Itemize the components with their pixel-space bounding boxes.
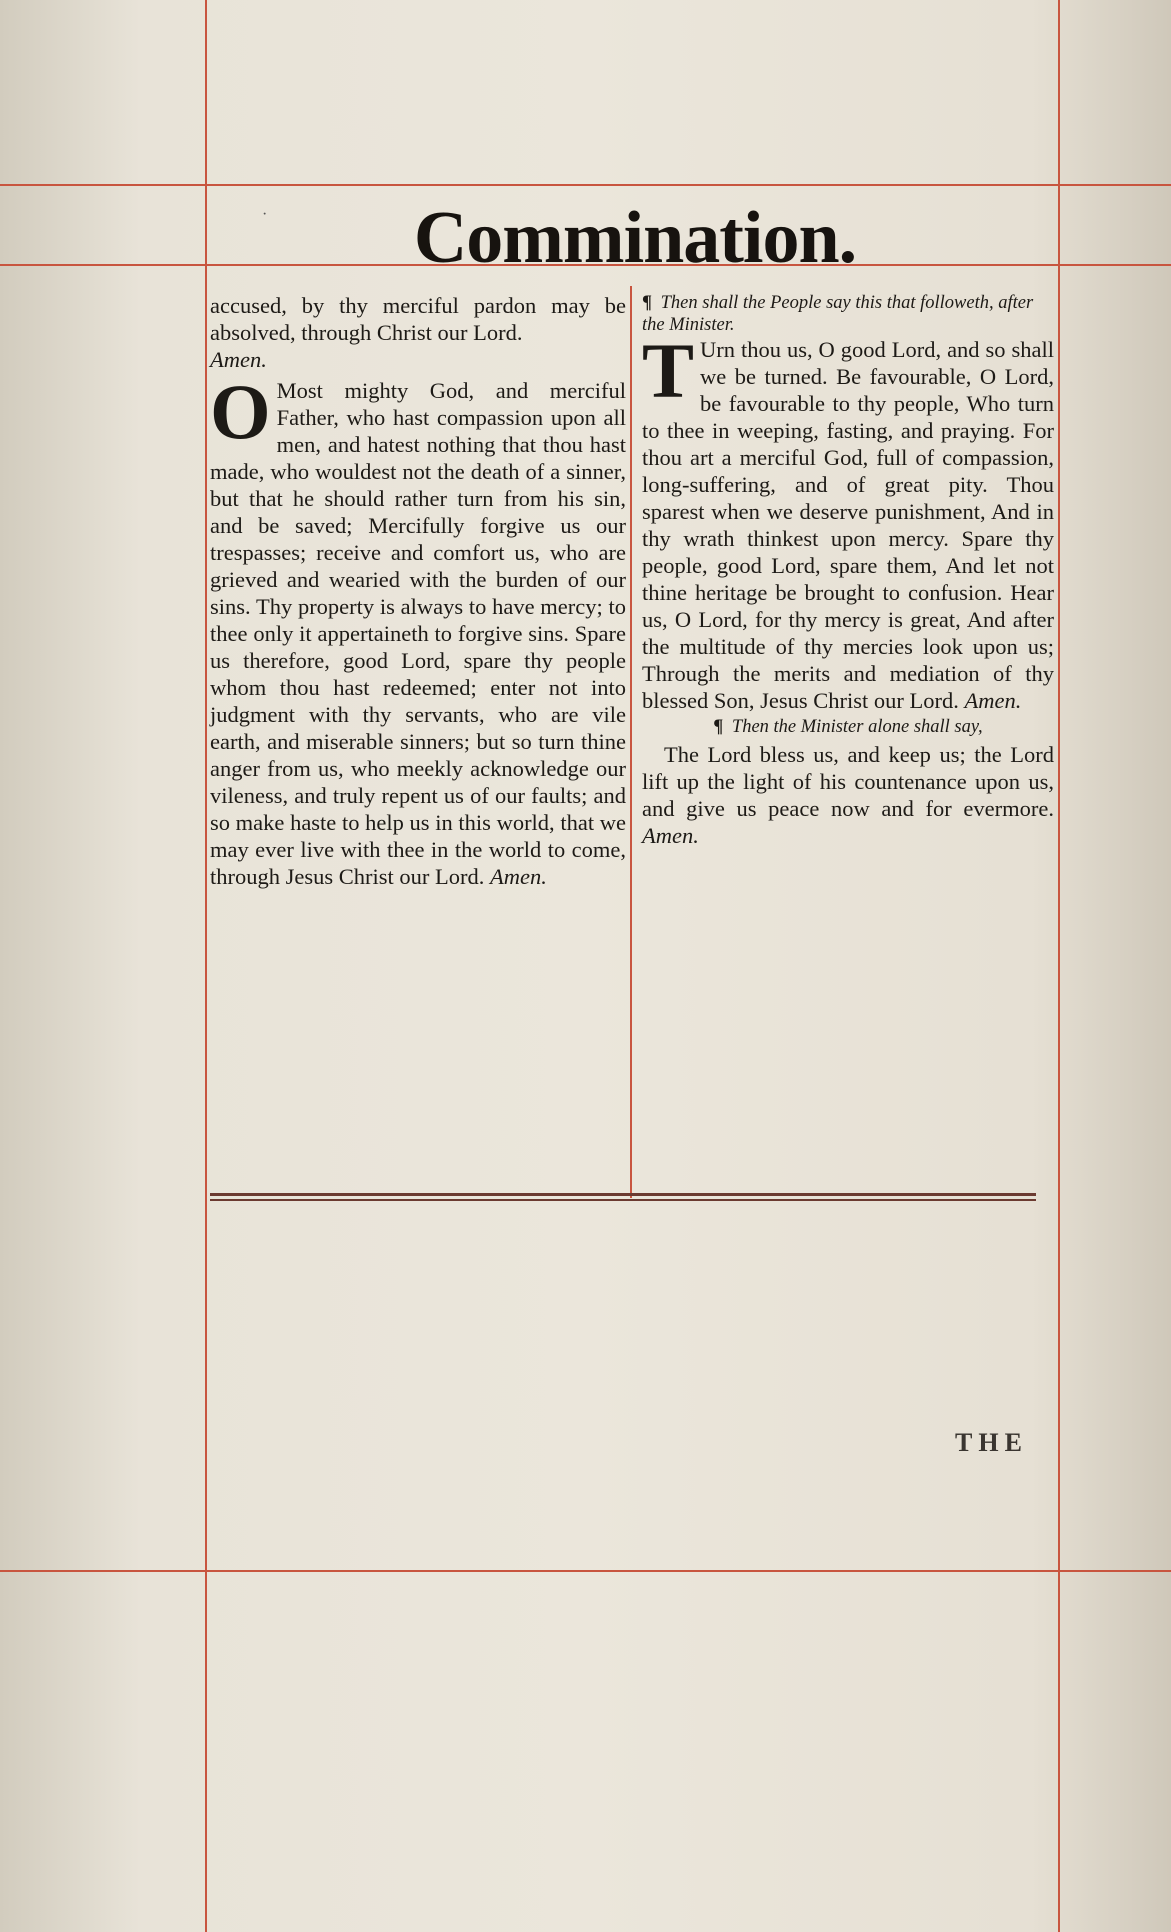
response-body: Urn thou us, O good Lord, and so shall we be turned. Be favourable, O Lord, be favourable to thy people, Who turn to thee in weeping, fasting, and praying. For thou art a merciful God, full of compassion, long-suffering, and of great pity. Thou sparest when we deserve punishment, And in thy wrath thinkest upon mercy. Spare thy people, good Lord, spare them, And let not thine heritage be brought to confusion. Hear us, O Lord, for thy mercy is great, And after the multitude of thy mercies look upon us; Through the merits and mediation of thy blessed Son, Jesus Christ our Lord. [642, 337, 1054, 713]
column-divider-rule [630, 286, 632, 1198]
response-dropcap: T [642, 327, 695, 414]
continuation-body: accused, by thy merciful pardon may be absolved, through Christ our Lord. [210, 293, 626, 345]
right-margin-rule [1058, 0, 1060, 1932]
left-margin-rule [205, 0, 207, 1932]
prayer-body: Most mighty God, and merciful Father, who hast compassion upon all men, and hatest nothing that thou hast made, who wouldest not the death of a sinner, but that he should rather turn from his sin, and be saved; Mercifully forgive us our trespasses; receive and comfort us, who are grieved and wearied with the burden of our sins. Thy property is always to have mercy; to thee only it appertaineth to forgive sins. Spare us therefore, good Lord, spare thy people whom thou hast redeemed; enter not into judgment with thy servants, who are vile earth, and miserable sinners; but so turn thine anger from us, who meekly acknowledge our vileness, and truly repent us of our faults; and so make haste to help us in this world, that we may ever live with thee in the world to come, through Jesus Christ our Lord. [210, 378, 626, 889]
prayer-paragraph [210, 368, 626, 890]
pilcrow-mark: ¶ [642, 293, 652, 313]
page-title: Commination. [413, 197, 857, 279]
end-double-rule-2 [210, 1199, 1036, 1201]
catchword: THE [955, 1428, 1028, 1457]
prayer-amen: Amen. [490, 864, 547, 889]
blessing-body: The Lord bless us, and keep us; the Lord lift up the light of his countenance upon us, and give us peace now and for evermore. [642, 742, 1054, 821]
response-paragraph [642, 327, 1054, 714]
top-rule-1 [0, 184, 1171, 186]
blessing-paragraph [642, 741, 1054, 849]
rubric-people-text: Then shall the People say this that followeth, after the Minister. [642, 293, 1034, 335]
blessing-amen: Amen. [642, 823, 699, 848]
rubric-minister-text: Then the Minister alone shall say, [731, 717, 983, 737]
prayer-dropcap: O [210, 368, 271, 455]
pilcrow-mark-2: ¶ [713, 717, 724, 737]
continuation-text [210, 292, 626, 346]
rubric-minister [642, 714, 1054, 741]
right-column [642, 292, 1054, 849]
rubric-people [642, 292, 1054, 336]
response-amen: Amen. [964, 688, 1022, 713]
bottom-rule [0, 1570, 1171, 1572]
end-double-rule-1 [210, 1193, 1036, 1196]
left-column [210, 292, 626, 890]
continuation-amen: Amen. [210, 347, 267, 372]
ink-speck: · [262, 206, 268, 223]
